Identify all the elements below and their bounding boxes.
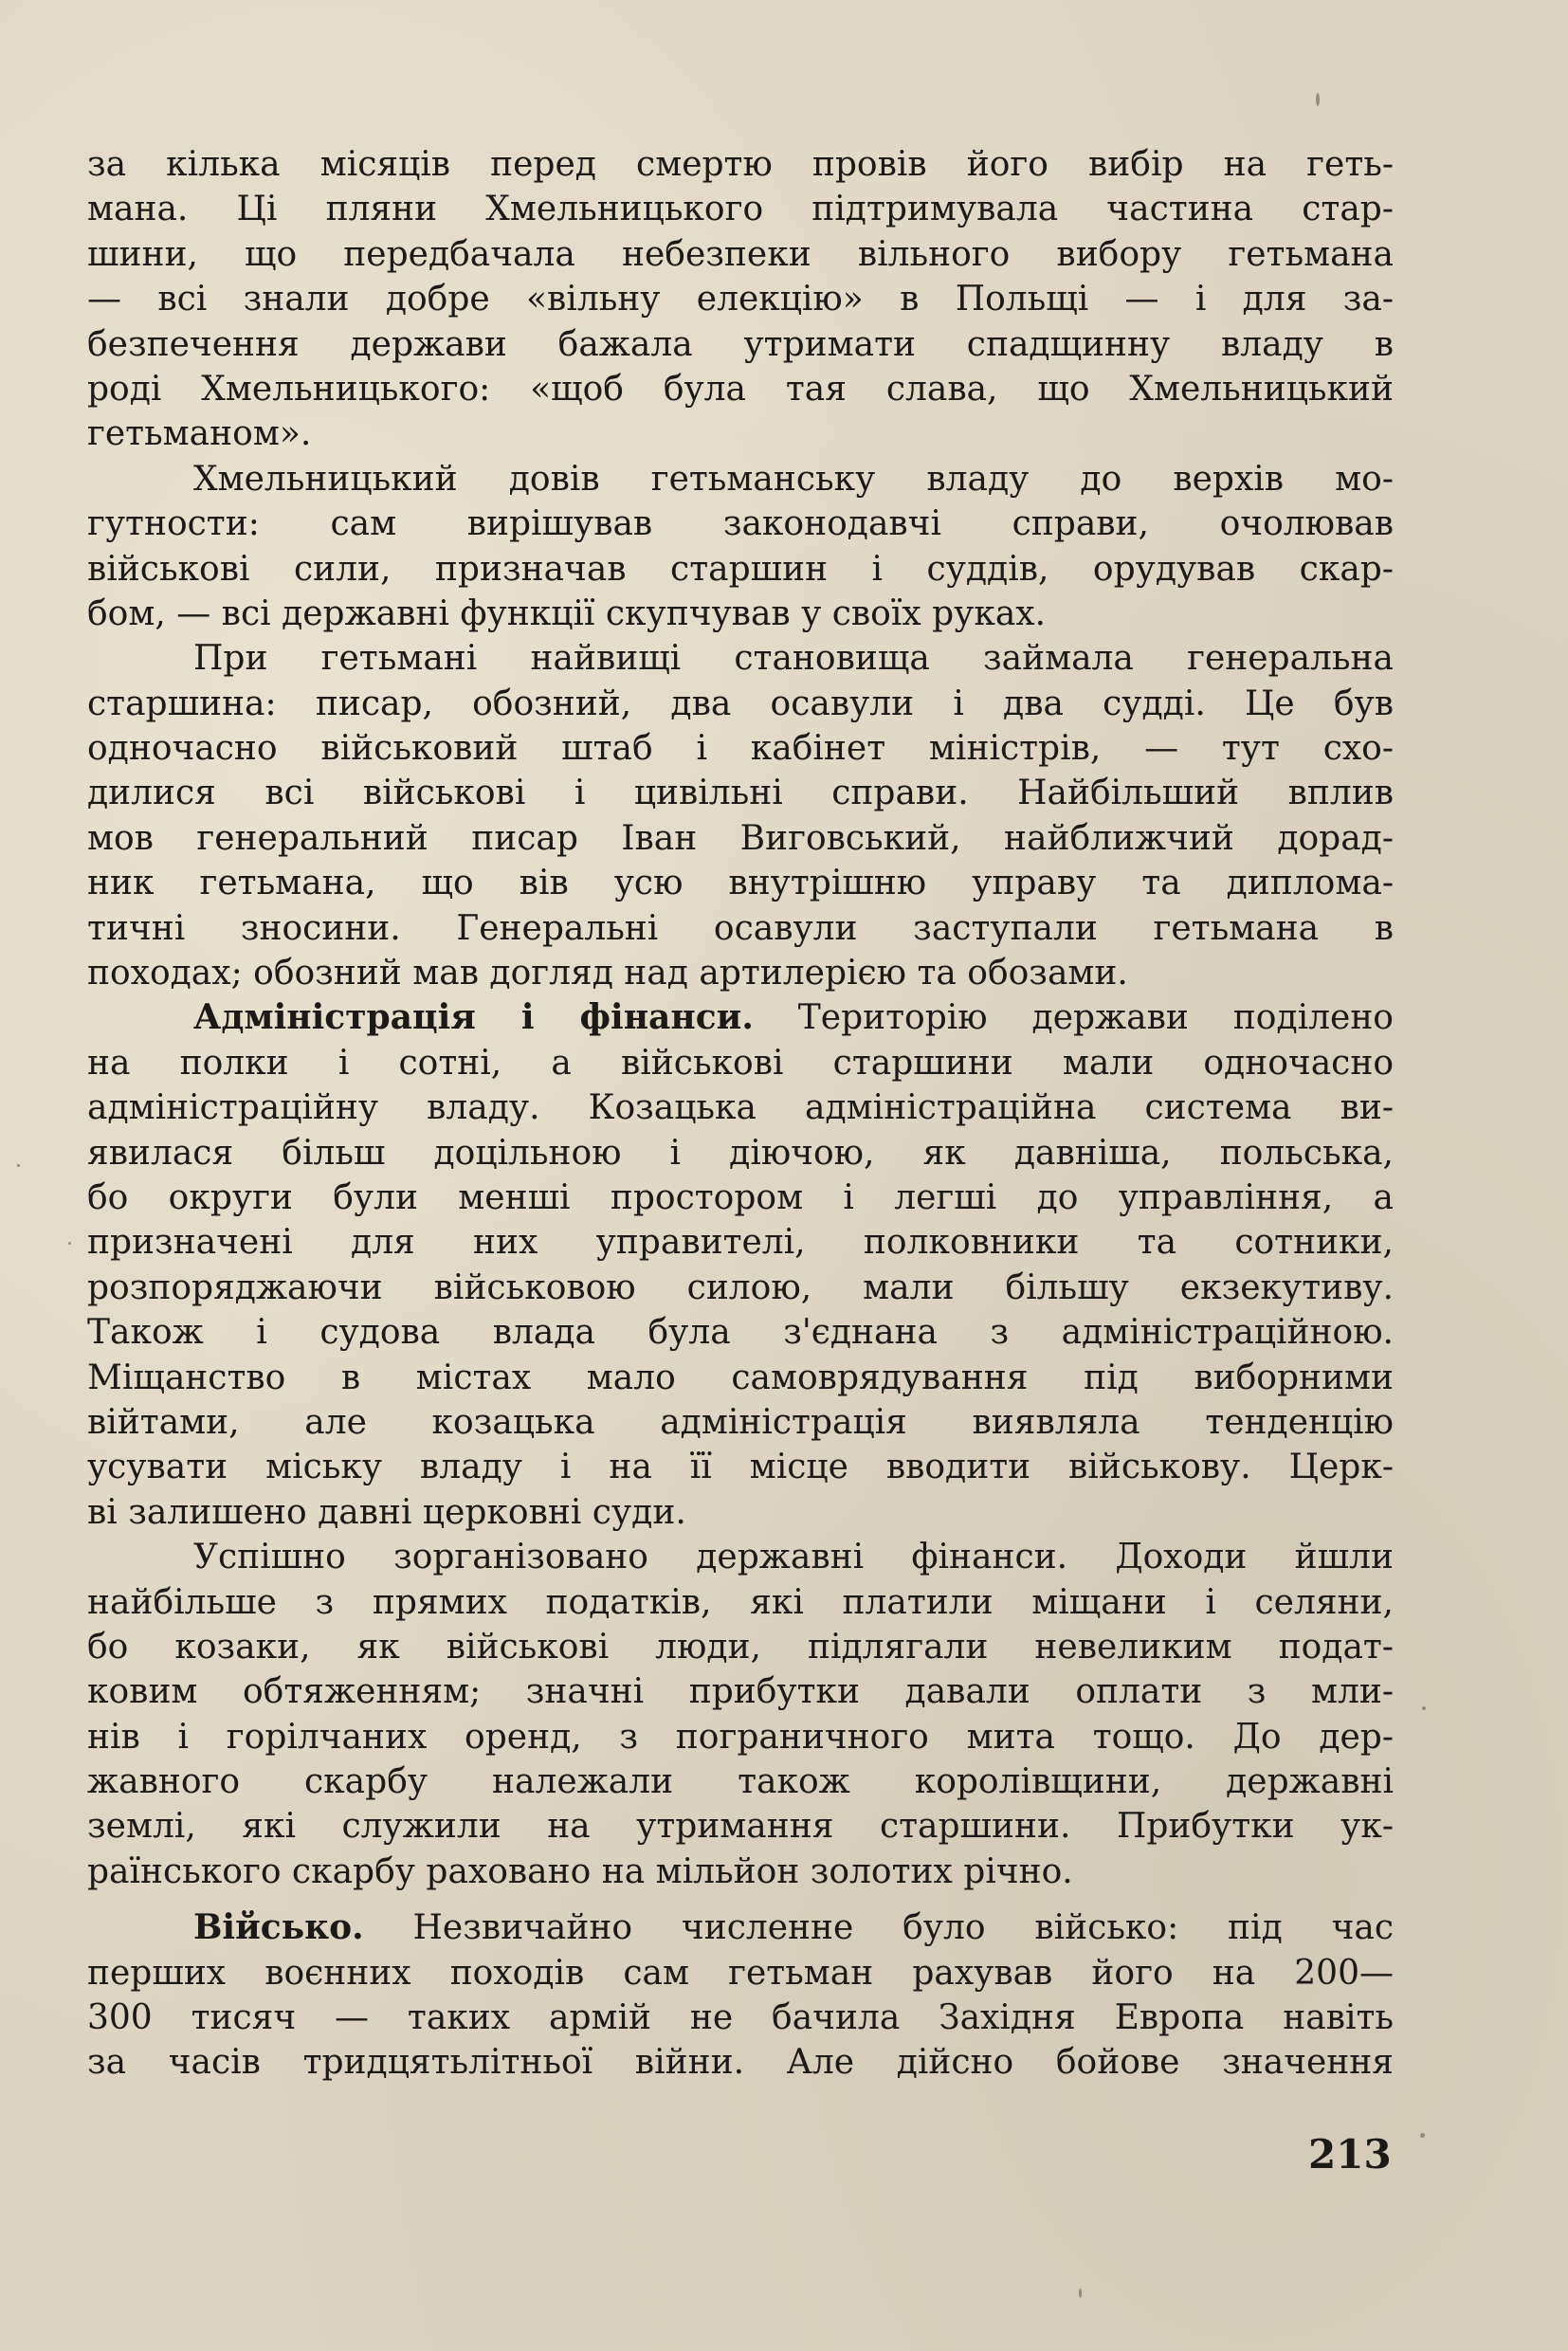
paper-speck	[1422, 1706, 1426, 1710]
text-line: на полки і сотні, а військові старшини мали одночасно	[87, 1043, 1394, 1083]
text-line: ковим обтяженням; значні прибутки давали оплати з мли-	[87, 1672, 1394, 1712]
text-line: гутности: сам вирішував законодавчі справи, очолював	[87, 504, 1394, 544]
text-line: нів і горілчаних оренд, з пограничного мита тощо. До дер-	[87, 1717, 1394, 1757]
text-run: Незвичайно численне було військо: під час	[363, 1908, 1394, 1948]
text-line: — всі знали добре «вільну елекцію» в Польщі — і для за-	[87, 280, 1394, 319]
section-heading-line	[87, 995, 1394, 1040]
text-line: старшина: писар, обозний, два осавули і два судді. Це був	[87, 683, 1394, 723]
text-line: війтами, але козацька адміністрація виявляла тенденцію	[87, 1402, 1394, 1442]
text-line: 300 тисяч — таких армій не бачила Західня Европа навіть	[87, 1998, 1394, 2038]
paper-speck	[1420, 2133, 1425, 2138]
text-line: походах; обозний мав догляд над артилерією та обозами.	[87, 954, 1128, 993]
page-number: 213	[1308, 2131, 1392, 2178]
text-line: шини, що передбачала небезпеки вільного вибору гетьмана	[87, 234, 1394, 274]
paragraph-start-line: При гетьмані найвищі становища займала генеральна	[193, 639, 1394, 679]
text-line: найбільше з прямих податків, які платили міщани і селяни,	[87, 1582, 1394, 1622]
text-line: мов генеральний писар Іван Виговський, найближчий дорад-	[87, 818, 1394, 858]
text-line: бом, — всі державні функції скупчував у своїх руках.	[87, 593, 1047, 633]
page-body-text	[87, 142, 1394, 2086]
text-line: безпечення держави бажала утримати спадщинну владу в	[87, 324, 1394, 364]
paragraph-start-line: Успішно зорганізовано державні фінанси. Доходи йшли	[193, 1538, 1394, 1577]
text-line: жавного скарбу належали також королівщини, державні	[87, 1762, 1394, 1802]
section-heading-army: Військо.	[193, 1907, 364, 1948]
text-line: мана. Ці пляни Хмельницького підтримувала частина стар-	[87, 190, 1394, 229]
text-run: Територію держави поділено	[753, 998, 1394, 1038]
paper-speck	[1079, 2288, 1082, 2298]
text-line: ник гетьмана, що вів усю внутрішню управу та диплома-	[87, 864, 1394, 903]
text-line: тичні зносини. Генеральні осавули заступали гетьмана в	[87, 908, 1394, 948]
section-heading-administration: Адміністрація і фінанси.	[193, 997, 754, 1038]
text-line: перших воєнних походів сам гетьман рахував його на 200—	[87, 1953, 1394, 1993]
text-line: раїнського скарбу раховано на мільйон золотих річно.	[87, 1851, 1073, 1891]
text-line: за кілька місяців перед смертю провів його вибір на геть-	[87, 145, 1394, 184]
text-line: розпоряджаючи військовою силою, мали більшу екзекутиву.	[87, 1267, 1394, 1307]
text-line: одночасно військовий штаб і кабінет міністрів, — тут схо-	[87, 729, 1394, 769]
text-line: усувати міську владу і на її місце вводити військову. Церк-	[87, 1448, 1394, 1487]
paragraph-start-line: Хмельницький довів гетьманську владу до верхів мо-	[193, 459, 1394, 499]
paper-speck	[68, 1242, 71, 1245]
text-line: ві залишено давні церковні суди.	[87, 1492, 686, 1532]
text-line: бо округи були менші простором і легші до управління, а	[87, 1177, 1394, 1217]
section-heading-line	[87, 1905, 1394, 1950]
text-line: бо козаки, як військові люди, підлягали невеликим подат-	[87, 1627, 1394, 1667]
text-line: землі, які служили на утримання старшини. Прибутки ук-	[87, 1807, 1394, 1847]
text-line: призначені для них управителі, полковники та сотники,	[87, 1223, 1394, 1263]
text-line: гетьманом».	[87, 414, 312, 454]
text-line: Міщанство в містах мало самоврядування під виборними	[87, 1358, 1394, 1397]
text-line: дилися всі військові і цивільні справи. Найбільший вплив	[87, 774, 1394, 813]
paper-speck	[1316, 93, 1320, 106]
text-line: Також і судова влада була з'єднана з адміністраційною.	[87, 1313, 1394, 1353]
text-line: адміністраційну владу. Козацька адміністраційна система ви-	[87, 1088, 1394, 1128]
text-line: військові сили, призначав старшин і суддів, орудував скар-	[87, 549, 1394, 589]
text-line: явилася більш доцільною і діючою, як давніша, польська,	[87, 1133, 1394, 1173]
text-line: роді Хмельницького: «щоб була тая слава, що Хмельницький	[87, 369, 1394, 409]
paper-speck	[17, 1164, 20, 1167]
text-line: за часів тридцятьлітньої війни. Але дійсно бойове значення	[87, 2043, 1394, 2083]
